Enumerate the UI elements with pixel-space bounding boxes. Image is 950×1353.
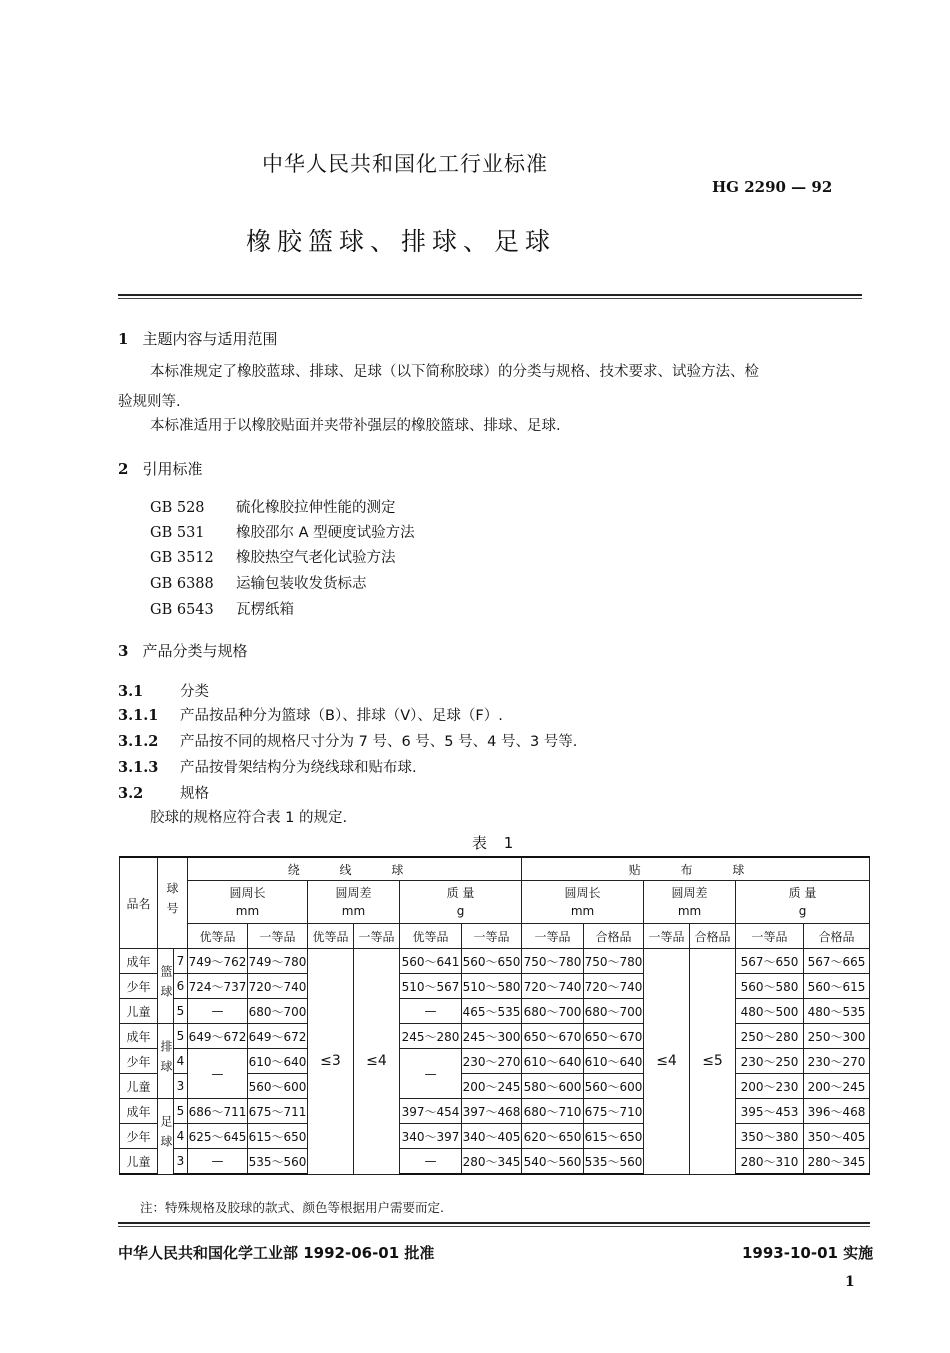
cell-value: — [400, 999, 462, 1024]
cell-value: 650～670 [584, 1024, 644, 1049]
reference-code: GB 528 [150, 500, 205, 516]
cell-value: 749～780 [248, 949, 308, 974]
cell-no: 3 [174, 1149, 188, 1175]
reference-name: 瓦楞纸箱 [236, 602, 294, 618]
clause-3-2 [118, 782, 209, 803]
effective-date: 1993-10-01 实施 [742, 1244, 874, 1262]
cell-value: 230～270 [462, 1049, 522, 1074]
cell-value: 230～270 [804, 1049, 870, 1074]
cell-value: 567～665 [804, 949, 870, 974]
cell-group: 成年 [120, 1024, 158, 1049]
reference-code: GB 6388 [150, 576, 214, 592]
category-volleyball: 排球 [158, 1024, 174, 1099]
clause-3-1-3 [118, 756, 417, 777]
clause-number: 3.1.2 [118, 733, 159, 750]
cell-value: 610～640 [584, 1049, 644, 1074]
reference-item [150, 521, 415, 542]
table-row [120, 1049, 870, 1074]
cell-value: 465～535 [462, 999, 522, 1024]
cell-value: 245～280 [400, 1024, 462, 1049]
cell-group: 儿童 [120, 999, 158, 1024]
cell-value: 560～600 [584, 1074, 644, 1099]
cell-diff-cloth-pass: ≤5 [690, 949, 736, 1175]
section-3-number: 3 [118, 642, 129, 660]
cell-value: 720～740 [248, 974, 308, 999]
section-1-paragraph-2: 本标准适用于以橡胶贴面并夹带补强层的橡胶篮球、排球、足球. [150, 418, 561, 434]
cell-value: 200～245 [804, 1074, 870, 1099]
col-header-name: 品名 [120, 857, 158, 949]
grade-header: 一等品 [462, 924, 522, 949]
reference-name: 硫化橡胶拉伸性能的测定 [236, 500, 396, 516]
clause-3-1 [118, 680, 209, 701]
section-1-paragraph-1b: 验规则等. [118, 394, 181, 410]
category-football: 足球 [158, 1099, 174, 1175]
table-row [120, 974, 870, 999]
cell-value: 480～535 [804, 999, 870, 1024]
grade-header: 一等品 [248, 924, 308, 949]
cell-value: 535～560 [248, 1149, 308, 1175]
section-2-number: 2 [118, 460, 129, 478]
spec-table [119, 856, 870, 1175]
grade-header: 一等品 [522, 924, 584, 949]
grade-header: 一等品 [644, 924, 690, 949]
cell-value: 397～468 [462, 1099, 522, 1124]
reference-item [150, 546, 396, 567]
clause-number: 3.1.1 [118, 707, 159, 724]
cell-diff-cloth-first: ≤4 [644, 949, 690, 1175]
grade-header: 优等品 [308, 924, 354, 949]
cell-value: 625～645 [188, 1124, 248, 1149]
cell-group: 儿童 [120, 1074, 158, 1099]
clause-3-1-1 [118, 704, 503, 725]
cell-value: — [400, 1049, 462, 1099]
cell-value: 560～600 [248, 1074, 308, 1099]
cell-value: 280～310 [736, 1149, 804, 1175]
cell-value: 230～250 [736, 1049, 804, 1074]
header-mass: 质 量 g [736, 881, 870, 924]
cell-value: 560～615 [804, 974, 870, 999]
header-org: 中华人民共和国化工行业标准 [262, 152, 548, 176]
cell-value: 250～280 [736, 1024, 804, 1049]
cell-diff-wound-best: ≤3 [308, 949, 354, 1175]
cell-value: 200～230 [736, 1074, 804, 1099]
cell-value: 567～650 [736, 949, 804, 974]
header-circumference: 圆周长 mm [522, 881, 644, 924]
cell-group: 少年 [120, 1124, 158, 1149]
grade-header: 优等品 [400, 924, 462, 949]
clause-3-1-2 [118, 730, 577, 751]
cell-value: 535～560 [584, 1149, 644, 1175]
cell-value: 720～740 [522, 974, 584, 999]
table-row [120, 1099, 870, 1124]
document-title: 橡胶篮球、排球、足球 [246, 227, 557, 256]
reference-name: 橡胶热空气老化试验方法 [236, 550, 396, 566]
cell-value: 250～300 [804, 1024, 870, 1049]
cell-value: 610～640 [522, 1049, 584, 1074]
cell-value: 560～580 [736, 974, 804, 999]
header-mass: 质 量 g [400, 881, 522, 924]
cell-value: 280～345 [462, 1149, 522, 1175]
cell-group: 少年 [120, 974, 158, 999]
table-caption: 表 1 [472, 834, 520, 852]
grade-header: 合格品 [584, 924, 644, 949]
category-basketball: 篮球 [158, 949, 174, 1024]
cell-value: 680～710 [522, 1099, 584, 1124]
cell-value: 396～468 [804, 1099, 870, 1124]
reference-name: 橡胶邵尔 A 型硬度试验方法 [236, 525, 415, 541]
cell-value: 200～245 [462, 1074, 522, 1099]
cell-value: 540～560 [522, 1149, 584, 1175]
group-header-wound: 绕 线 球 [188, 857, 522, 881]
cell-no: 5 [174, 1024, 188, 1049]
header-circ-diff: 圆周差 mm [644, 881, 736, 924]
cell-value: 675～710 [584, 1099, 644, 1124]
cell-value: 560～641 [400, 949, 462, 974]
section-1-title: 主题内容与适用范围 [142, 330, 278, 348]
header-circ-diff: 圆周差 mm [308, 881, 400, 924]
cell-no: 4 [174, 1049, 188, 1074]
clause-text: 产品按骨架结构分为绕线球和贴布球. [180, 760, 417, 776]
grade-header: 合格品 [690, 924, 736, 949]
cell-value: 245～300 [462, 1024, 522, 1049]
cell-group: 成年 [120, 949, 158, 974]
cell-no: 4 [174, 1124, 188, 1149]
cell-value: 610～640 [248, 1049, 308, 1074]
cell-group: 成年 [120, 1099, 158, 1124]
table-row [120, 999, 870, 1024]
clause-number: 3.1 [118, 683, 144, 700]
cell-value: 510～567 [400, 974, 462, 999]
clause-text: 产品按品种分为篮球（B）、排球（V）、足球（F）. [180, 708, 503, 724]
clause-3-2-paragraph: 胶球的规格应符合表 1 的规定. [150, 810, 348, 826]
cell-value: 686～711 [188, 1099, 248, 1124]
approval-line: 中华人民共和国化学工业部 1992-06-01 批准 [118, 1244, 435, 1262]
table-row [120, 949, 870, 974]
reference-item [150, 598, 294, 619]
section-1-heading [118, 328, 277, 349]
footer-rule-thin [118, 1226, 870, 1227]
cell-value: 720～740 [584, 974, 644, 999]
section-2-title: 引用标准 [142, 460, 203, 478]
cell-value: 340～397 [400, 1124, 462, 1149]
cell-group: 儿童 [120, 1149, 158, 1175]
grade-header: 合格品 [804, 924, 870, 949]
section-1-number: 1 [118, 330, 129, 348]
cell-value: 680～700 [248, 999, 308, 1024]
cell-value: 750～780 [522, 949, 584, 974]
section-1-paragraph-1a: 本标准规定了橡胶蓝球、排球、足球（以下简称胶球）的分类与规格、技术要求、试验方法、检 [150, 364, 759, 380]
cell-value: — [188, 999, 248, 1024]
cell-value: 675～711 [248, 1099, 308, 1124]
cell-value: 510～580 [462, 974, 522, 999]
group-header-cloth: 贴 布 球 [522, 857, 870, 881]
table-note: 注：特殊规格及胶球的款式、颜色等根据用户需要而定. [140, 1200, 444, 1215]
cell-no: 3 [174, 1074, 188, 1099]
cell-value: 680～700 [584, 999, 644, 1024]
footer-rule [118, 1222, 870, 1224]
header-rule-thin [118, 298, 862, 299]
table-row [120, 1124, 870, 1149]
cell-value: 350～380 [736, 1124, 804, 1149]
cell-value: 580～600 [522, 1074, 584, 1099]
cell-value: 280～345 [804, 1149, 870, 1175]
cell-value: — [400, 1149, 462, 1175]
clause-number: 3.1.3 [118, 759, 159, 776]
reference-name: 运输包装收发货标志 [236, 576, 367, 592]
cell-value: 680～700 [522, 999, 584, 1024]
reference-item [150, 496, 396, 517]
header-rule [118, 294, 862, 296]
cell-value: 397～454 [400, 1099, 462, 1124]
table-row [120, 1149, 870, 1175]
cell-value: 724～737 [188, 974, 248, 999]
section-2-heading [118, 458, 202, 479]
cell-value: 615～650 [248, 1124, 308, 1149]
cell-value: 750～780 [584, 949, 644, 974]
cell-group: 少年 [120, 1049, 158, 1074]
section-3-heading [118, 640, 247, 661]
cell-value: 560～650 [462, 949, 522, 974]
cell-value: 649～672 [248, 1024, 308, 1049]
cell-value: 350～405 [804, 1124, 870, 1149]
reference-code: GB 3512 [150, 550, 214, 566]
cell-value: 620～650 [522, 1124, 584, 1149]
grade-header: 一等品 [354, 924, 400, 949]
cell-value: 395～453 [736, 1099, 804, 1124]
clause-text: 规格 [180, 786, 209, 802]
cell-value: 480～500 [736, 999, 804, 1024]
cell-diff-wound-first: ≤4 [354, 949, 400, 1175]
col-header-ball-no: 球号 [158, 857, 188, 949]
cell-value: — [188, 1049, 248, 1099]
table-row [120, 1024, 870, 1049]
section-3-title: 产品分类与规格 [142, 642, 248, 660]
cell-no: 5 [174, 999, 188, 1024]
cell-value: 340～405 [462, 1124, 522, 1149]
clause-number: 3.2 [118, 785, 144, 802]
reference-code: GB 531 [150, 525, 205, 541]
cell-value: 649～672 [188, 1024, 248, 1049]
reference-item [150, 572, 367, 593]
clause-text: 分类 [180, 684, 209, 700]
grade-header: 一等品 [736, 924, 804, 949]
header-circumference: 圆周长 mm [188, 881, 308, 924]
cell-no: 5 [174, 1099, 188, 1124]
cell-value: — [188, 1149, 248, 1175]
clause-text: 产品按不同的规格尺寸分为 7 号、6 号、5 号、4 号、3 号等. [180, 734, 578, 750]
cell-value: 749～762 [188, 949, 248, 974]
cell-no: 6 [174, 974, 188, 999]
reference-code: GB 6543 [150, 602, 214, 618]
page-number: 1 [845, 1274, 855, 1290]
standard-code: HG 2290 — 92 [712, 178, 833, 196]
cell-value: 615～650 [584, 1124, 644, 1149]
cell-value: 650～670 [522, 1024, 584, 1049]
cell-no: 7 [174, 949, 188, 974]
grade-header: 优等品 [188, 924, 248, 949]
